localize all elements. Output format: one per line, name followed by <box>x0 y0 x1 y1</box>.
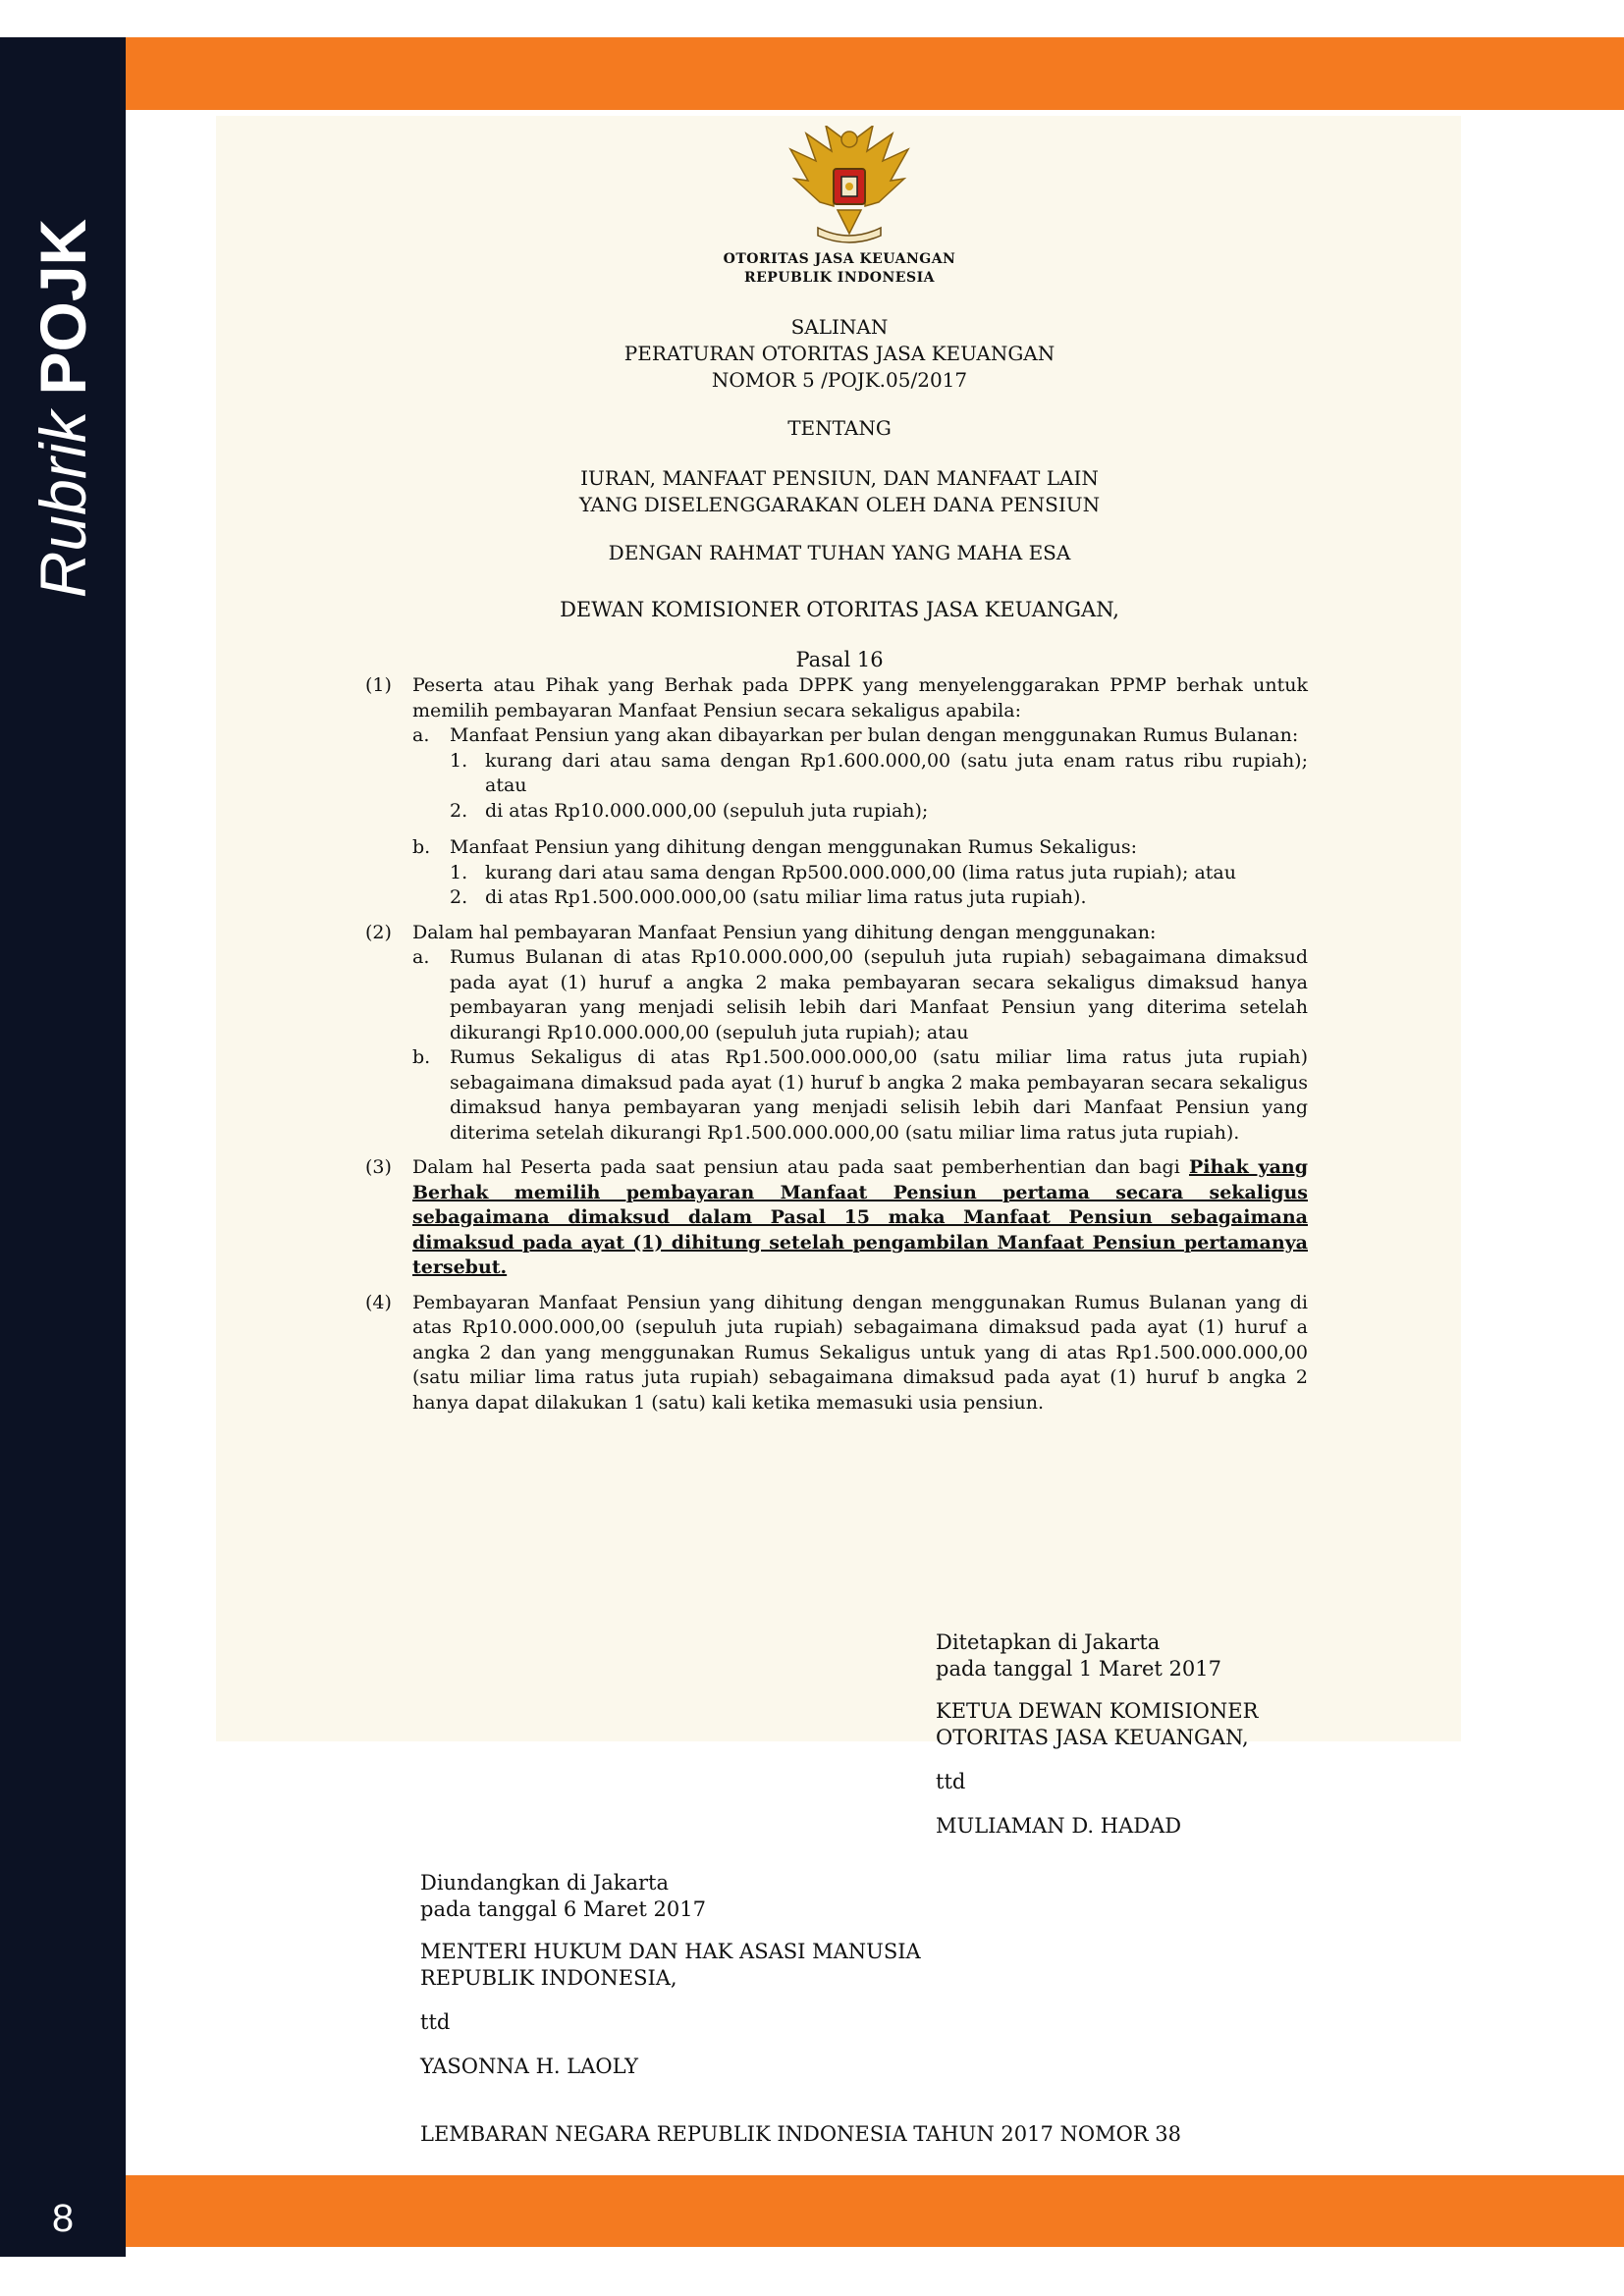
paragraph-text: Dalam hal Peserta pada saat pensiun atau pada saat pemberhentian dan bagi <box>412 1156 1180 1178</box>
list-item: b. Manfaat Pensiun yang dihitung dengan menggunakan Rumus Sekaligus: 1. kurang dari atau sama dengan Rp500.000.000,00 (lima ratus juta rupiah); atau 2. di atas Rp1.500.000.000,00 (satu miliar lima ratus juta rupiah). <box>412 835 1308 911</box>
list-item: 2. di atas Rp10.000.000,00 (sepuluh juta rupiah); <box>450 799 1308 825</box>
salinan-label: SALINAN <box>790 315 889 339</box>
regulation-title: PERATURAN OTORITAS JASA KEUANGAN <box>623 342 1056 365</box>
page-number: 8 <box>51 2197 75 2240</box>
paragraph-intro: Peserta atau Pihak yang Berhak pada DPPK yang menyelenggarakan PPMP berhak untuk memilih pembayaran Manfaat Pensiun secara sekaligus apabila: <box>412 674 1308 721</box>
item-text: Rumus Sekaligus di atas Rp1.500.000.000,00 (satu miliar lima ratus juta rupiah) sebagaimana dimaksud pada ayat (1) huruf b angka 2 maka pembayaran secara sekaligus dimaksud hanya pembayaran yang menjadi selisih lebih dari Manfaat Pensiun yang diterima setelah dikurangi Rp1.500.000.000,00 (satu miliar lima ratus juta rupiah). <box>450 1046 1308 1144</box>
paragraph-number: (3) <box>365 1156 392 1178</box>
item-text: kurang dari atau sama dengan Rp1.600.000,00 (satu juta enam ratus ribu rupiah); atau <box>485 749 1308 796</box>
list-item: 1. kurang dari atau sama dengan Rp1.600.000,00 (satu juta enam ratus ribu rupiah); atau <box>450 749 1308 799</box>
signatory-role: MENTERI HUKUM DAN HAK ASASI MANUSIA <box>420 1940 921 1963</box>
list-item: a. Rumus Bulanan di atas Rp10.000.000,00 (sepuluh juta rupiah) sebagaimana dimaksud pada ayat (1) huruf a angka 2 maka pembayaran secara sekaligus dimaksud hanya pembayaran yang menjadi selisih lebih dari Manfaat Pensiun yang diterima setelah dikurangi Rp10.000.000,00 (sepuluh juta rupiah); atau <box>412 945 1308 1045</box>
signatory-name: MULIAMAN D. HADAD <box>936 1814 1182 1838</box>
list-item: b. Rumus Sekaligus di atas Rp1.500.000.000,00 (satu miliar lima ratus juta rupiah) sebagaimana dimaksud pada ayat (1) huruf b angka 2 maka pembayaran secara sekaligus dimaksud hanya pembayaran yang menjadi selisih lebih dari Manfaat Pensiun yang diterima setelah dikurangi Rp1.500.000.000,00 (satu miliar lima ratus juta rupiah). <box>412 1045 1308 1146</box>
preamble-rahmat: DENGAN RAHMAT TUHAN YANG MAHA ESA <box>608 541 1071 564</box>
article-body <box>365 673 1308 1415</box>
issuing-agency <box>295 250 1384 288</box>
list-item: a. Manfaat Pensiun yang akan dibayarkan per bulan dengan menggunakan Rumus Bulanan: 1. kurang dari atau sama dengan Rp1.600.000,00 (satu juta enam ratus ribu rupiah); atau 2. di atas Rp10.000.000,00 (sepuluh juta rupiah); <box>412 723 1308 824</box>
state-gazette-note: LEMBARAN NEGARA REPUBLIK INDONESIA TAHUN 2017 NOMOR 38 <box>420 2122 1182 2146</box>
agency-country: REPUBLIK INDONESIA <box>744 270 935 286</box>
list-item: 2. di atas Rp1.500.000.000,00 (satu miliar lima ratus juta rupiah). <box>450 885 1308 911</box>
item-text: di atas Rp1.500.000.000,00 (satu miliar lima ratus juta rupiah). <box>485 886 1087 908</box>
article-heading: Pasal 16 <box>795 648 884 671</box>
item-text: Rumus Bulanan di atas Rp10.000.000,00 (sepuluh juta rupiah) sebagaimana dimaksud pada ayat (1) huruf a angka 2 maka pembayaran secara sekaligus dimaksud hanya pembayaran yang menjadi selisih lebih dari Manfaat Pensiun yang diterima setelah dikurangi Rp10.000.000,00 (sepuluh juta rupiah); atau <box>450 946 1308 1043</box>
paragraph-intro: Dalam hal pembayaran Manfaat Pensiun yang dihitung dengan menggunakan: <box>412 921 1157 943</box>
signature-place: Ditetapkan di Jakarta <box>936 1630 1161 1654</box>
signature-place: Diundangkan di Jakarta <box>420 1871 669 1895</box>
signatory-role: KETUA DEWAN KOMISIONER <box>936 1699 1259 1723</box>
subject-line-2: YANG DISELENGGARAKAN OLEH DANA PENSIUN <box>578 493 1101 516</box>
ttd-label: ttd <box>420 2010 451 2034</box>
garuda-emblem-icon <box>788 126 910 245</box>
subject-line-1: IURAN, MANFAAT PENSIUN, DAN MANFAAT LAIN <box>580 466 1099 490</box>
tentang-label: TENTANG <box>787 416 892 440</box>
signature-date: pada tanggal 6 Maret 2017 <box>420 1897 706 1921</box>
rubric-name: POJK <box>27 218 99 396</box>
list-item: 1. kurang dari atau sama dengan Rp500.000.000,00 (lima ratus juta rupiah); atau <box>450 861 1308 886</box>
signatory-role-2: OTORITAS JASA KEUANGAN, <box>936 1726 1249 1749</box>
item-text: kurang dari atau sama dengan Rp500.000.000,00 (lima ratus juta rupiah); atau <box>485 861 1236 883</box>
paragraph-2 <box>365 921 1308 1147</box>
paragraph-1 <box>365 673 1308 911</box>
paragraph-number: (1) <box>365 674 392 696</box>
bottom-accent-bar <box>126 2175 1624 2247</box>
paragraph-number: (4) <box>365 1291 392 1313</box>
preamble-dewan: DEWAN KOMISIONER OTORITAS JASA KEUANGAN, <box>560 598 1119 621</box>
regulation-heading <box>295 314 1384 394</box>
regulation-number: NOMOR 5 /POJK.05/2017 <box>711 368 968 392</box>
regulation-subject <box>295 465 1384 518</box>
enactment-signature <box>936 1629 1258 1840</box>
promulgation-signature <box>420 1870 921 2080</box>
paragraph-number: (2) <box>365 921 392 943</box>
agency-name: OTORITAS JASA KEUANGAN <box>723 251 956 267</box>
item-text: Manfaat Pensiun yang akan dibayarkan per bulan dengan menggunakan Rumus Bulanan: <box>450 724 1299 746</box>
item-text: di atas Rp10.000.000,00 (sepuluh juta rupiah); <box>485 799 929 822</box>
sidebar <box>0 37 126 2257</box>
paragraph-text: Pembayaran Manfaat Pensiun yang dihitung dengan menggunakan Rumus Bulanan yang di atas Rp10.000.000,00 (sepuluh juta rupiah) sebagaimana dimaksud pada ayat (1) huruf a angka 2 dan yang menggunakan Rumus Sekaligus untuk yang di atas Rp1.500.000.000,00 (satu miliar lima ratus juta rupiah) sebagaimana dimaksud pada ayat (1) huruf b angka 2 hanya dapat dilakukan 1 (satu) kali ketika memasuki usia pensiun. <box>412 1291 1308 1414</box>
signatory-role-2: REPUBLIK INDONESIA, <box>420 1966 677 1990</box>
paragraph-3 <box>365 1155 1308 1281</box>
signature-date: pada tanggal 1 Maret 2017 <box>936 1657 1221 1681</box>
top-accent-bar <box>126 37 1624 110</box>
rubric-label: Rubrik <box>27 410 99 599</box>
item-text: Manfaat Pensiun yang dihitung dengan menggunakan Rumus Sekaligus: <box>450 836 1138 858</box>
ttd-label: ttd <box>936 1770 966 1793</box>
rubric-title <box>27 218 99 599</box>
signatory-name: YASONNA H. LAOLY <box>420 2055 639 2078</box>
underlined-text: Pihak yang Berhak memilih pembayaran Manfaat Pensiun pertama secara sekaligus sebagaimana dimaksud dalam Pasal 15 maka Manfaat Pensiun sebagaimana dimaksud pada ayat (1) dihitung setelah pengambilan Manfaat Pensiun pertamanya tersebut. <box>412 1156 1309 1278</box>
paragraph-4 <box>365 1291 1308 1416</box>
